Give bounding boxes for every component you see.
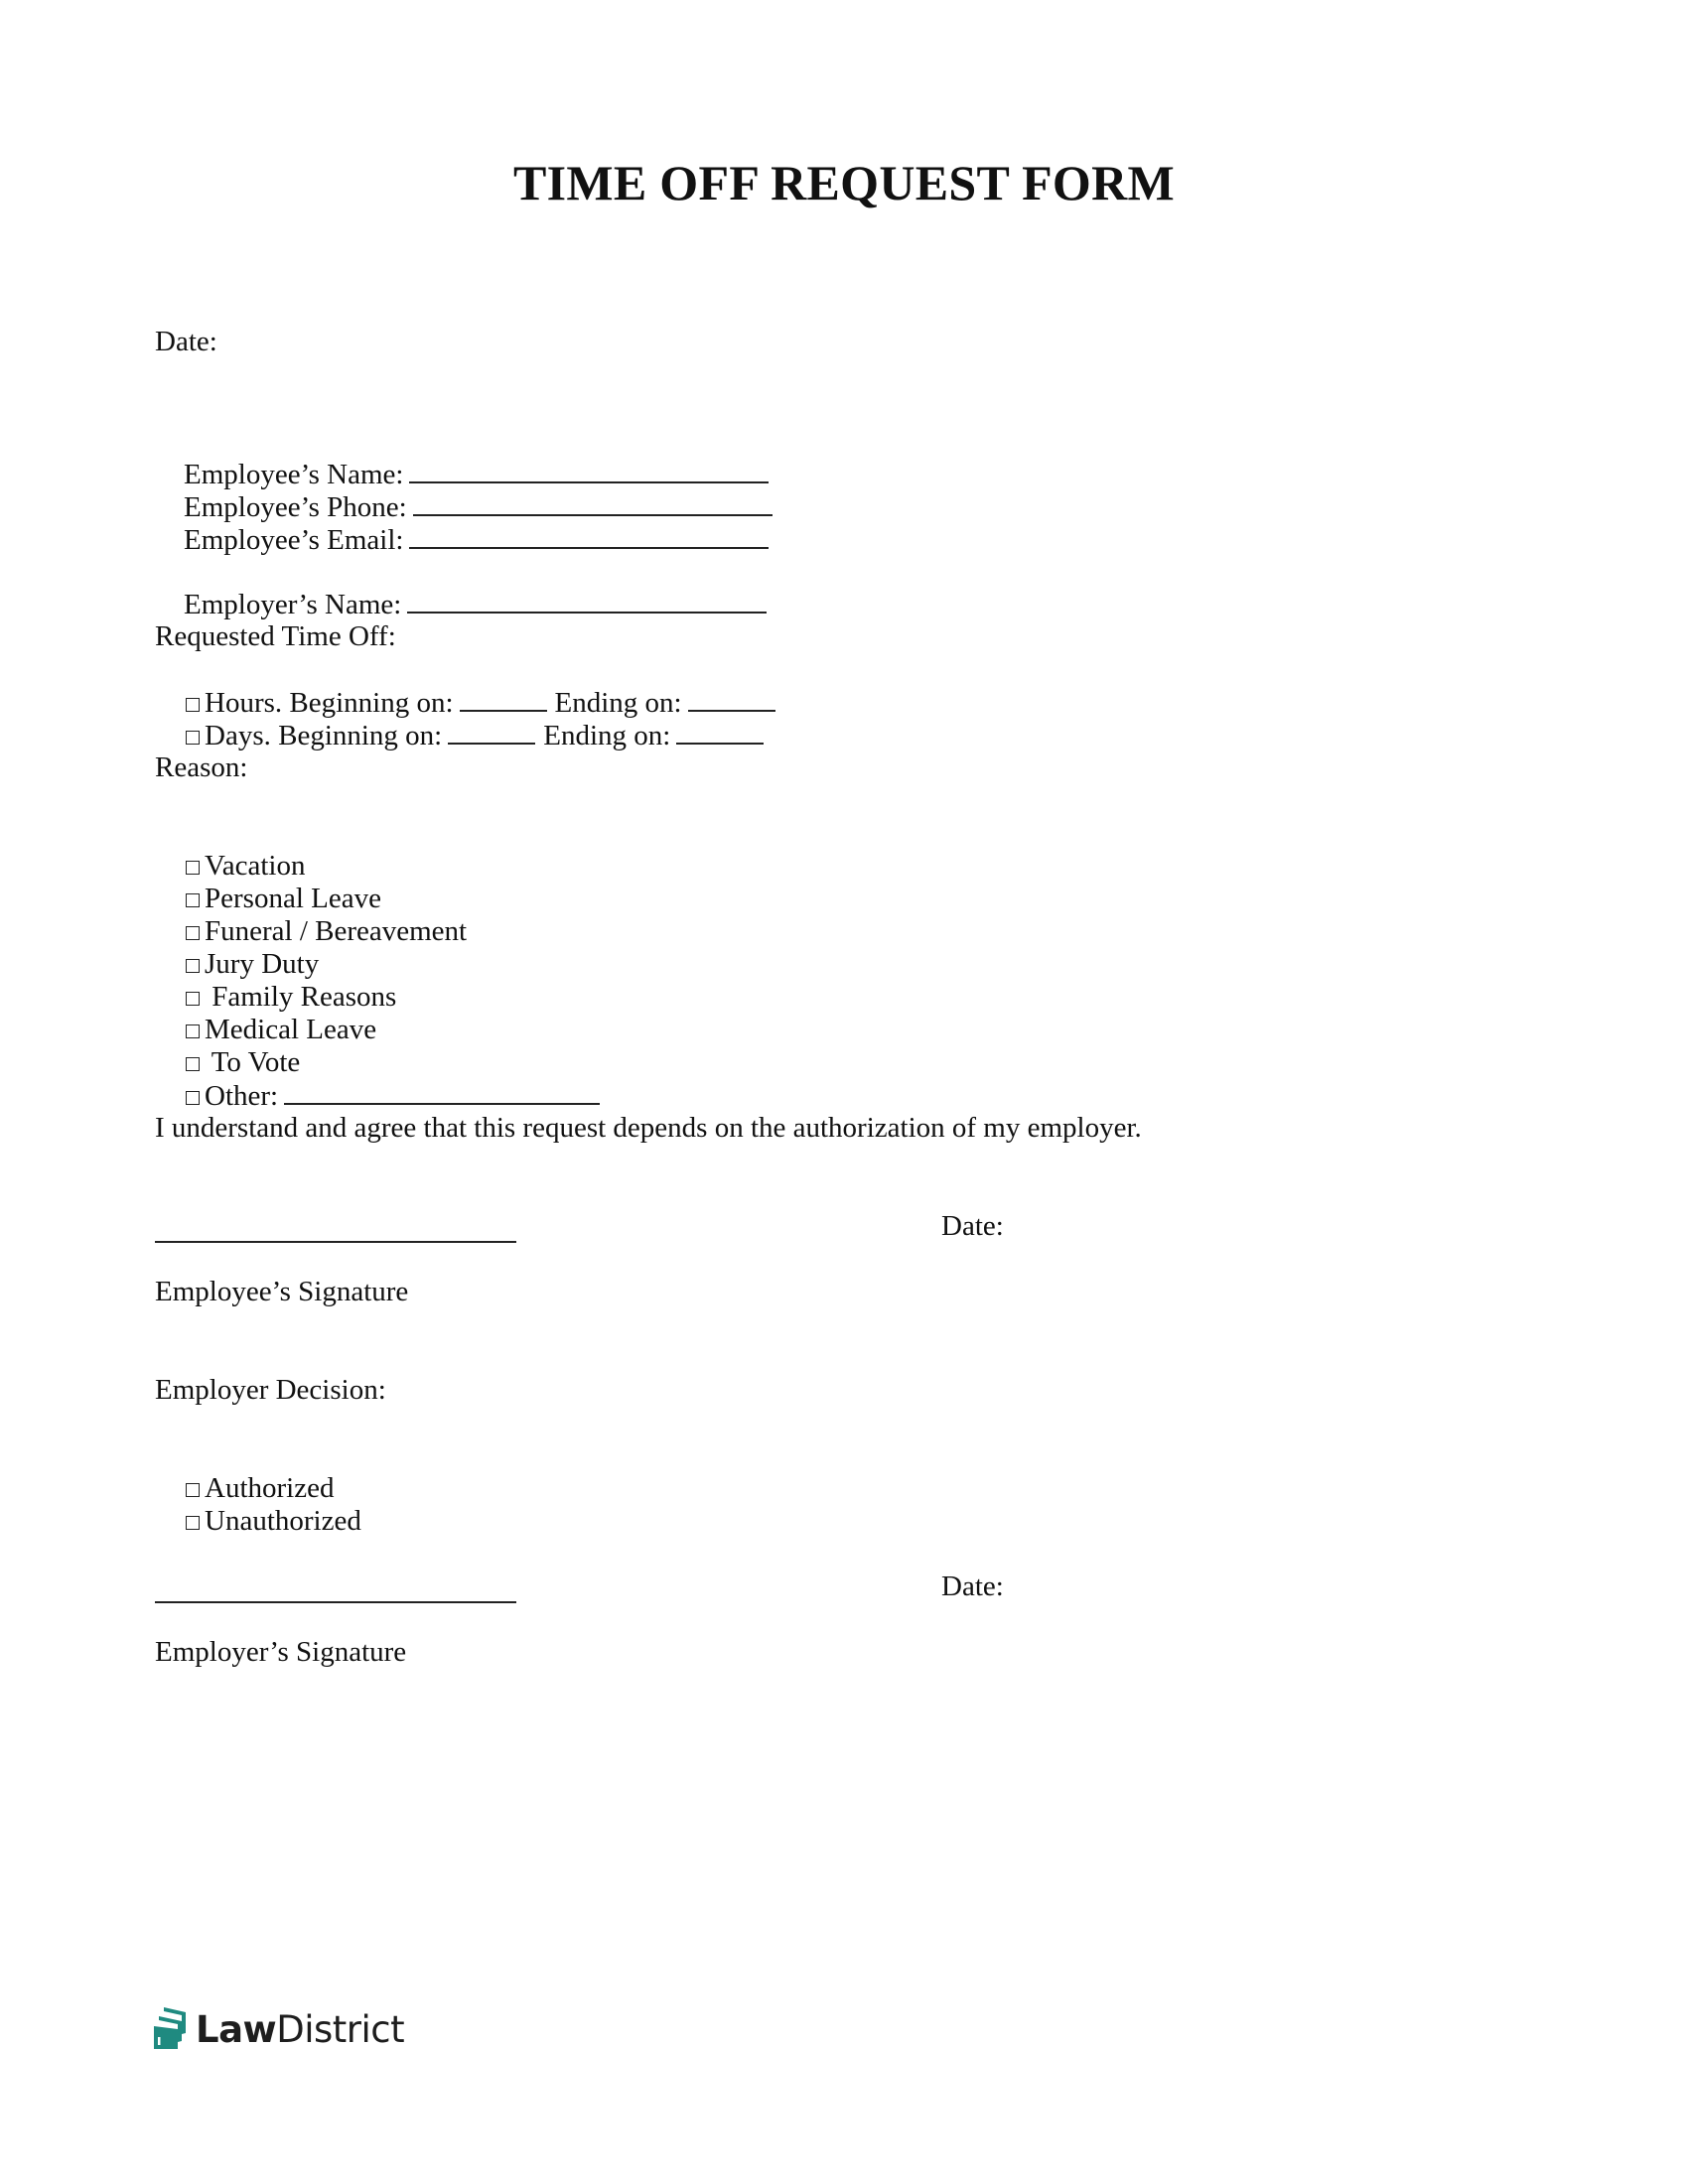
days-end-field[interactable]	[676, 719, 764, 745]
employee-name-label: Employee’s Name:	[184, 459, 404, 490]
other-reason-field[interactable]	[284, 1079, 600, 1105]
page-title: TIME OFF REQUEST FORM	[512, 155, 1176, 210]
option-label: Family Reasons	[205, 981, 397, 1013]
lawdistrict-wordmark	[196, 2008, 404, 2051]
employer-name-field[interactable]	[407, 588, 767, 614]
requested-time-off-label: Requested Time Off:	[155, 620, 396, 652]
hours-label: Hours. Beginning on:	[205, 687, 454, 719]
option-label: Funeral / Bereavement	[205, 915, 468, 947]
hours-ending-label: Ending on:	[554, 687, 682, 719]
option-label: Jury Duty	[205, 948, 320, 980]
checkbox[interactable]	[186, 1091, 200, 1105]
logo-text-regular: District	[276, 2007, 405, 2051]
days-ending-label: Ending on:	[543, 720, 671, 751]
checkbox[interactable]	[186, 1516, 200, 1530]
employee-phone-label: Employee’s Phone:	[184, 491, 407, 523]
option-label: Authorized	[205, 1472, 335, 1504]
decision-option-unauthorized[interactable]	[157, 1472, 361, 1570]
option-label: To Vote	[205, 1046, 301, 1078]
employer-name-label: Employer’s Name:	[184, 589, 402, 620]
days-row	[157, 686, 764, 785]
employee-signature-date-label: Date:	[941, 1210, 1004, 1242]
employer-signature-line[interactable]	[155, 1601, 516, 1603]
days-begin-field[interactable]	[448, 719, 535, 745]
option-label: Other:	[205, 1080, 279, 1112]
option-label: Vacation	[205, 850, 306, 882]
employer-signature-date-label: Date:	[941, 1570, 1004, 1602]
lawdistrict-logo-icon	[154, 2007, 188, 2051]
option-label: Unauthorized	[205, 1505, 361, 1537]
date-label: Date:	[155, 326, 217, 357]
employee-signature-line[interactable]	[155, 1241, 516, 1243]
reason-label: Reason:	[155, 751, 248, 783]
employee-email-field[interactable]	[409, 523, 769, 549]
employer-signature-label: Employer’s Signature	[155, 1636, 407, 1668]
lawdistrict-logo	[154, 2007, 404, 2051]
days-label: Days. Beginning on:	[205, 720, 443, 751]
employee-email-label: Employee’s Email:	[184, 524, 404, 556]
days-checkbox[interactable]	[186, 731, 200, 745]
employer-decision-label: Employer Decision:	[155, 1374, 386, 1406]
logo-text-bold: Law	[196, 2007, 277, 2051]
employee-signature-label: Employee’s Signature	[155, 1276, 409, 1307]
option-label: Medical Leave	[205, 1014, 377, 1045]
option-label: Personal Leave	[205, 883, 381, 914]
agreement-text: I understand and agree that this request depends on the authorization of my employer.	[155, 1112, 1142, 1144]
